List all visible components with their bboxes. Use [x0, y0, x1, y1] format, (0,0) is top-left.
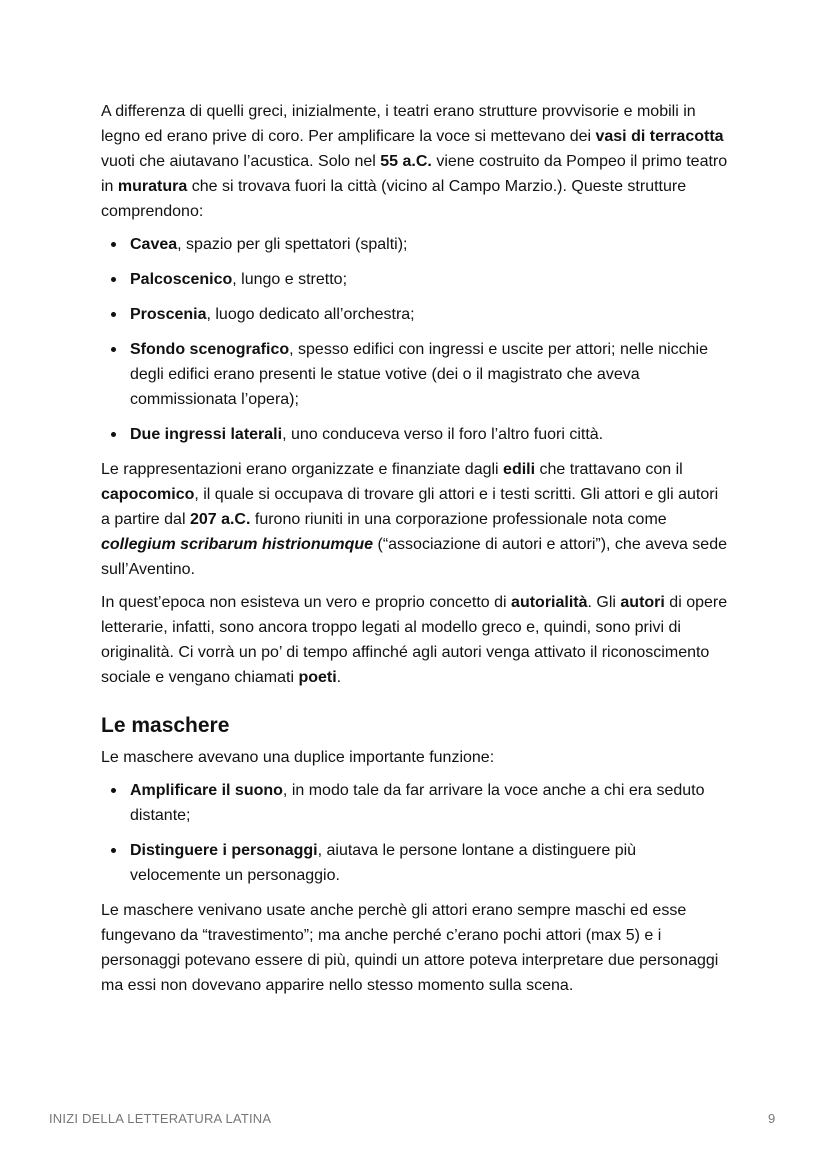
masks-intro-paragraph: Le maschere avevano una duplice importante funzione: [101, 749, 495, 766]
bold-term: 55 a.C. [380, 153, 432, 170]
bold-term: edili [503, 461, 536, 478]
list-item [130, 267, 731, 292]
bold-term: muratura [117, 178, 188, 195]
bold-term: Amplificare il suono [130, 782, 283, 799]
text-run: (“associazione di autori e attori”), che aveva sede sull’Aventino. [101, 536, 727, 578]
text-run: di opere letterarie, infatti, sono ancora troppo legati al modello greco e, quindi, sono privi di originalità. Ci vorrà un po’ di tempo affinché agli autori venga attivato il riconoscimento sociale e vengano chiamati [101, 594, 728, 686]
list-item [130, 422, 731, 447]
section-heading-masks: Le maschere [101, 714, 230, 737]
bold-term: Proscenia [130, 306, 207, 323]
list-item [130, 232, 731, 257]
bold-term: capocomico [101, 486, 195, 503]
bold-term: Due ingressi laterali [130, 426, 283, 443]
text-run: , spazio per gli spettatori (spalti); [177, 236, 408, 253]
text-run: , aiutava le persone lontane a distinguere più velocemente un personaggio. [130, 842, 637, 884]
text-run: , luogo dedicato all’orchestra; [206, 306, 415, 323]
text-run: Le rappresentazioni erano organizzate e finanziate dagli [101, 461, 504, 478]
bold-term: Distinguere i personaggi [130, 842, 318, 859]
bold-term: collegium scribarum histrionumque [101, 536, 374, 553]
text-run: . [336, 669, 342, 686]
list-item [130, 337, 731, 412]
bold-term: poeti [298, 669, 337, 686]
bold-term: vasi di terracotta [595, 128, 724, 145]
text-run: viene costruito da Pompeo il primo teatro in [101, 153, 728, 195]
text-run: vuoti che aiutavano l’acustica. Solo nel [101, 153, 381, 170]
masks-functions-list [101, 778, 731, 888]
bold-term: autorialità [511, 594, 588, 611]
text-run: , il quale si occupava di trovare gli attori e i testi scritti. Gli attori e gli autori a partire dal [101, 486, 719, 528]
bold-term: Palcoscenico [130, 271, 233, 288]
intro-paragraph [101, 99, 731, 224]
list-item [130, 302, 731, 327]
text-run: . Gli [587, 594, 621, 611]
bold-term: Cavea [130, 236, 178, 253]
text-run: che trattavano con il [535, 461, 683, 478]
text-run: che si trovava fuori la città (vicino al Campo Marzio.). Queste strutture comprendono: [101, 178, 687, 220]
bold-term: Sfondo scenografico [130, 341, 290, 358]
text-run: A differenza di quelli greci, inizialmente, i teatri erano strutture provvisorie e mobili in legno ed erano prive di coro. Per amplificare la voce si mettevano dei [101, 103, 696, 145]
authorship-paragraph [101, 590, 731, 690]
text-run: , in modo tale da far arrivare la voce anche a chi era seduto distante; [130, 782, 705, 824]
text-run: , spesso edifici con ingressi e uscite per attori; nelle nicchie degli edifici erano presenti le statue votive (dei o il magistrato che aveva commissionata l’opera); [130, 341, 708, 408]
bold-term: 207 a.C. [189, 511, 251, 528]
document-body [101, 99, 731, 1006]
text-run: furono riuniti in una corporazione professionale nota come [250, 511, 667, 528]
text-run: In quest’epoca non esisteva un vero e proprio concetto di [101, 594, 512, 611]
list-item [130, 838, 731, 888]
footer-title: INIZI DELLA LETTERATURA LATINA [49, 1111, 272, 1126]
text-run: , lungo e stretto; [232, 271, 348, 288]
text-run: Le maschere venivano usate anche perchè gli attori erano sempre maschi ed esse fungevano da “travestimento”; ma anche perché c’erano pochi attori (max 5) e i personaggi potevano essere di più, quindi un attore poteva interpretare due personaggi ma essi non dovevano apparire nello stesso momento sulla scena. [101, 902, 719, 994]
text-run: , uno conduceva verso il foro l’altro fuori città. [282, 426, 604, 443]
bold-term: autori [620, 594, 665, 611]
list-item [130, 778, 731, 828]
organization-paragraph [101, 457, 731, 582]
page-number: 9 [768, 1111, 776, 1126]
masks-usage-paragraph [101, 898, 731, 998]
theatre-structures-list [101, 232, 731, 447]
